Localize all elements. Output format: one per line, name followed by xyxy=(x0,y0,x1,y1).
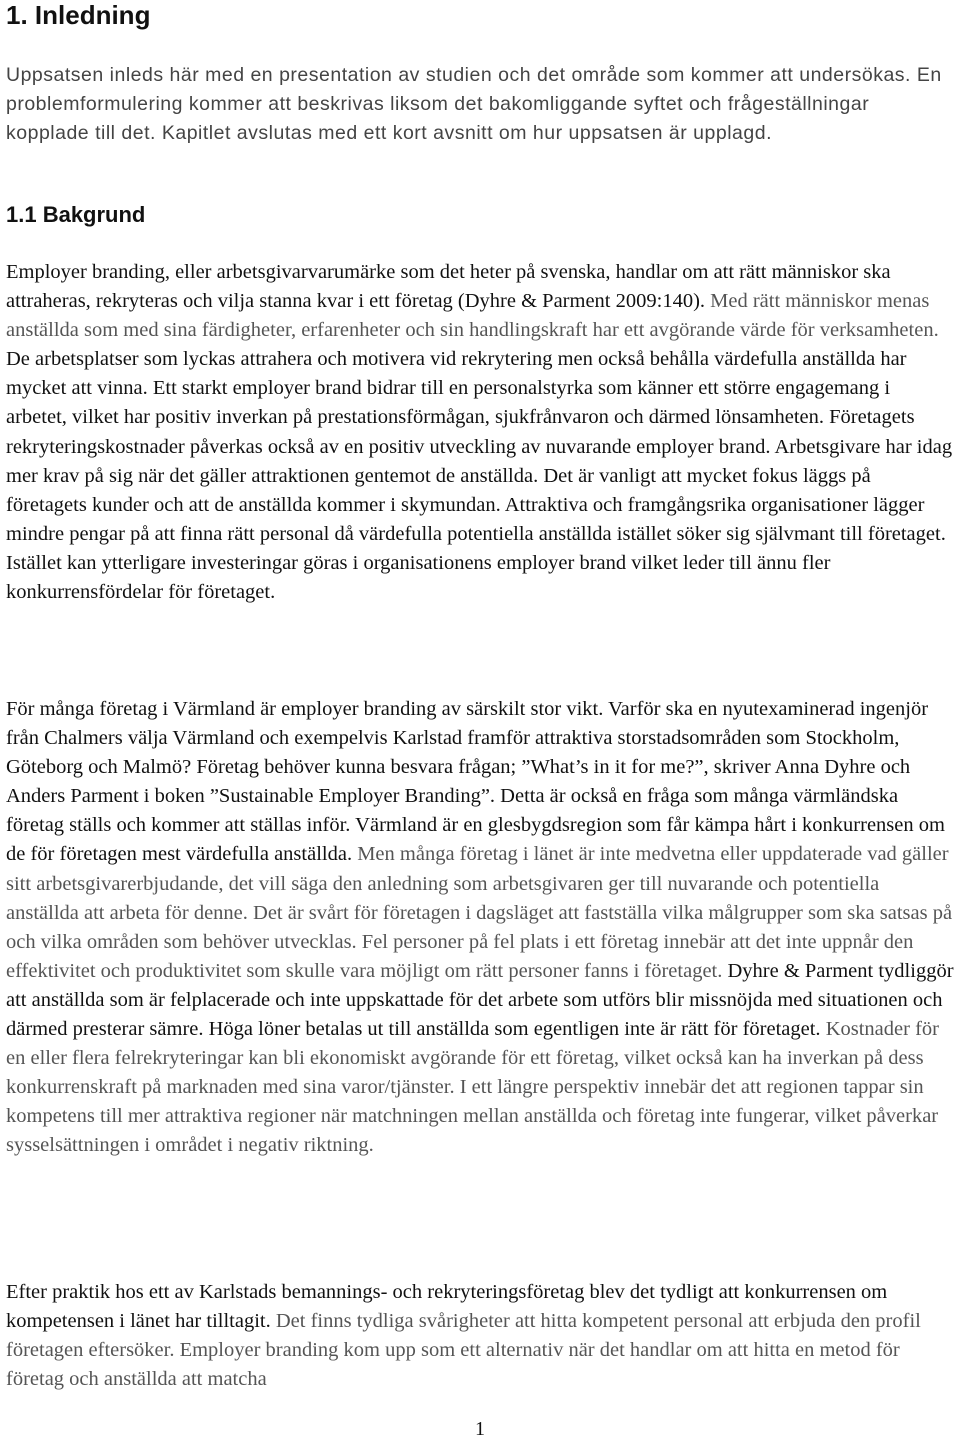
background-paragraph-1 xyxy=(6,258,954,607)
sentence: Med rätt människor menas anställda som med sina färdigheter, erfarenheter och sin handlingskraft har ett avgörande värde för verksamheten. xyxy=(6,290,939,342)
sentence: Dyhre & Parment tydliggör att anställda som är felplacerade och inte uppskattade för det arbete som utförs blir missnöjda med situationen och därmed presterar sämre. Höga löner betalas ut till anställda som egentligen inte är rätt för företaget. xyxy=(6,959,954,1041)
sentence: För många företag i Värmland är employer branding av särskilt stor vikt. Varför ska en nyutexaminerad ingenjör från Chalmers välja Värmland och exempelvis Karlstad framför attraktiva storstadsområden som Stockholm, Göteborg och Malmö? Företag behöver kunna besvara frågan; ”What’s in it for me?”, skriver Anna Dyhre och Anders Parment i boken ”Sustainable Employer Branding”. Detta är också en fråga som många värmländska företag ställs och kommer att ställas inför. Värmland är en glesbygdsregion som får kämpa hårt i konkurrensen om de för företagen mest värdefulla anställda. xyxy=(6,698,945,866)
sentence: Employer branding, eller arbetsgivarvarumärke som det heter på svenska, handlar om att rätt människor ska attraheras, rekryteras och vilja stanna kvar i ett företag (Dyhre & Parment 2009:140). xyxy=(6,261,891,313)
page-number: 1 xyxy=(475,1418,485,1440)
sentence: Det finns tydliga svårigheter att hitta kompetent personal att erbjuda den profil företagen eftersöker. Employer branding kom upp som ett alternativ när det handlar om att hitta en metod för företag och anställda att matcha xyxy=(6,1310,921,1391)
background-paragraph-2 xyxy=(6,695,954,1161)
section-heading: 1.1 Bakgrund xyxy=(6,202,146,227)
sentence: Efter praktik hos ett av Karlstads bemannings- och rekryteringsföretag blev det tydligt att konkurrensen om kompetensen i länet har tilltagit. xyxy=(6,1281,888,1333)
sentence: Kostnader för en eller flera felrekryteringar kan bli ekonomiskt avgörande för ett företag, vilket också kan ha inverkan på dess konkurrenskraft på marknaden med sina varor/tjänster. I ett längre perspektiv innebär det att regionen tappar sin kompetens till mer attraktiva regioner när matchningen mellan anställda och företag inte fungerar, vilket påverkar sysselsättningen i området i negativ riktning. xyxy=(6,1018,939,1157)
intro-paragraph: Uppsatsen inleds här med en presentation av studien och det område som kommer att undersökas. En problemformulering kommer att beskrivas liksom det bakomliggande syftet och frågeställningar kopplade till det. Kapitlet avslutas med ett kort avsnitt om hur uppsatsen är upplagd. xyxy=(6,64,942,144)
chapter-heading: 1. Inledning xyxy=(6,0,151,30)
sentence: De arbetsplatser som lyckas attrahera och motivera vid rekrytering men också behålla värdefulla anställda har mycket att vinna. Ett starkt employer brand bidrar till en personalstyrka som känner ett större engagemang i arbetet, vilket har positiv inverkan på prestationsförmågan, sjukfrånvaron och därmed lönsamheten. Företagets rekryteringskostnader påverkas också av en positiv utveckling av nuvarande employer brand. Arbetsgivare har idag mer krav på sig när det gäller attraktionen gentemot de anställda. Det är vanligt att mycket fokus läggs på företagets kunder och att de anställda kommer i skymundan. Attraktiva och framgångsrika organisationer lägger mindre pengar på att finna rätt personal då värdefulla potentiella anställda istället söker sig självmant till företaget. Istället kan ytterligare investeringar göras i organisationens employer brand vilket leder till ännu fler konkurrensfördelar för företaget. xyxy=(6,348,953,604)
background-paragraph-3 xyxy=(6,1278,954,1394)
sentence: Men många företag i länet är inte medvetna eller uppdaterade vad gäller sitt arbetsgivarerbjudande, det vill säga den anledning som arbetsgivaren ger till nuvarande och potentiella anställda att arbeta för denne. Det är svårt för företagen i dagsläget att fastställa vilka målgrupper som ska satsas på och vilka områden som behöver utvecklas. Fel personer på fel plats i ett företag innebär att det inte uppnår den effektivitet och produktivitet som skulle vara möjligt om rätt personer fanns i företaget. xyxy=(6,843,953,982)
